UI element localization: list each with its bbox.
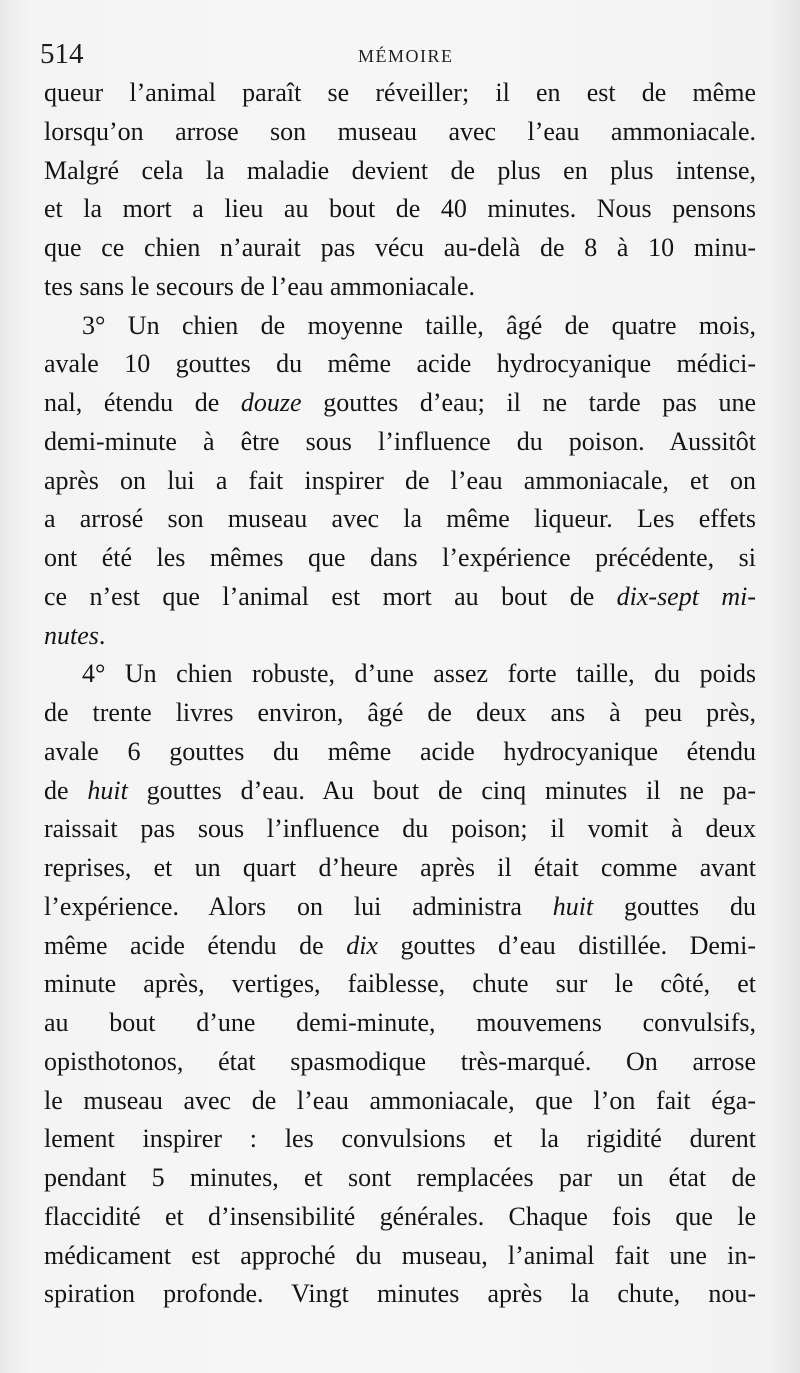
text-line: avale 6 gouttes du même acide hydrocyanique étendu bbox=[44, 736, 756, 766]
running-title: MÉMOIRE bbox=[358, 46, 454, 66]
italic-text: douze bbox=[240, 388, 302, 417]
text-line: queur l’animal paraît se réveiller; il en est de même bbox=[44, 78, 756, 107]
text-line: lorsqu’on arrose son museau avec l’eau ammoniacale. bbox=[44, 116, 756, 146]
text-line: ce n’est que l’animal est mort au bout de dix-sept mi- bbox=[44, 581, 756, 611]
text-line: au bout d’une demi-minute, mouvemens convulsifs, bbox=[44, 1008, 756, 1037]
italic-text: huit bbox=[552, 891, 594, 921]
paragraph-start: 3° Un chien de moyenne taille, âgé de quatre mois, bbox=[82, 310, 756, 340]
text-line: de huit gouttes d’eau. Au bout de cinq minutes il ne pa- bbox=[44, 775, 756, 805]
page-header bbox=[40, 38, 755, 78]
italic-text: nutes bbox=[44, 620, 99, 650]
paragraph-start: 4° Un chien robuste, d’une assez forte taille, du poids bbox=[82, 659, 756, 689]
text-line: l’expérience. Alors on lui administra huit gouttes du bbox=[44, 891, 756, 921]
text-line: nutes. bbox=[44, 620, 106, 650]
text-line: a arrosé son museau avec la même liqueur. Les effets bbox=[44, 504, 756, 534]
text-line: que ce chien n’aurait pas vécu au-delà de 8 à 10 minu- bbox=[44, 233, 756, 262]
italic-text: dix-sept mi- bbox=[616, 581, 756, 611]
text-line: avale 10 gouttes du même acide hydrocyanique médici- bbox=[44, 349, 756, 379]
text-line: opisthotonos, état spasmodique très-marqué. On arrose bbox=[44, 1046, 756, 1076]
text-line: spiration profonde. Vingt minutes après la chute, nou- bbox=[44, 1279, 756, 1309]
text-line: flaccidité et d’insensibilité générales. Chaque fois que le bbox=[44, 1201, 756, 1231]
text-line: et la mort a lieu au bout de 40 minutes. Nous pensons bbox=[44, 194, 756, 224]
italic-text: huit bbox=[87, 775, 128, 805]
text-line: Malgré cela la maladie devient de plus en plus intense, bbox=[44, 155, 756, 185]
text-line: le museau avec de l’eau ammoniacale, que l’on fait éga- bbox=[44, 1085, 756, 1115]
text-line: minute après, vertiges, faiblesse, chute sur le côté, et bbox=[44, 969, 756, 999]
text-line: tes sans le secours de l’eau ammoniacale. bbox=[44, 271, 475, 301]
text-line: médicament est approché du museau, l’animal fait une in- bbox=[44, 1240, 756, 1270]
text-line: ont été les mêmes que dans l’expérience précédente, si bbox=[44, 543, 756, 572]
text-line: lement inspirer : les convulsions et la rigidité durent bbox=[44, 1124, 756, 1154]
text-line: pendant 5 minutes, et sont remplacées par un état de bbox=[44, 1163, 756, 1192]
text-line: demi-minute à être sous l’influence du poison. Aussitôt bbox=[44, 426, 756, 456]
text-line: raissait pas sous l’influence du poison; il vomit à deux bbox=[44, 814, 756, 844]
text-line: même acide étendu de dix gouttes d’eau distillée. Demi- bbox=[44, 930, 756, 960]
text-line: reprises, et un quart d’heure après il était comme avant bbox=[44, 853, 756, 882]
text-line: nal, étendu de douze gouttes d’eau; il ne tarde pas une bbox=[44, 388, 756, 417]
text-body bbox=[44, 74, 756, 1314]
text-line: de trente livres environ, âgé de deux ans à peu près, bbox=[44, 698, 756, 727]
page-number: 514 bbox=[40, 38, 84, 70]
text-line: après on lui a fait inspirer de l’eau ammoniacale, et on bbox=[44, 465, 756, 495]
italic-text: dix bbox=[346, 930, 378, 960]
